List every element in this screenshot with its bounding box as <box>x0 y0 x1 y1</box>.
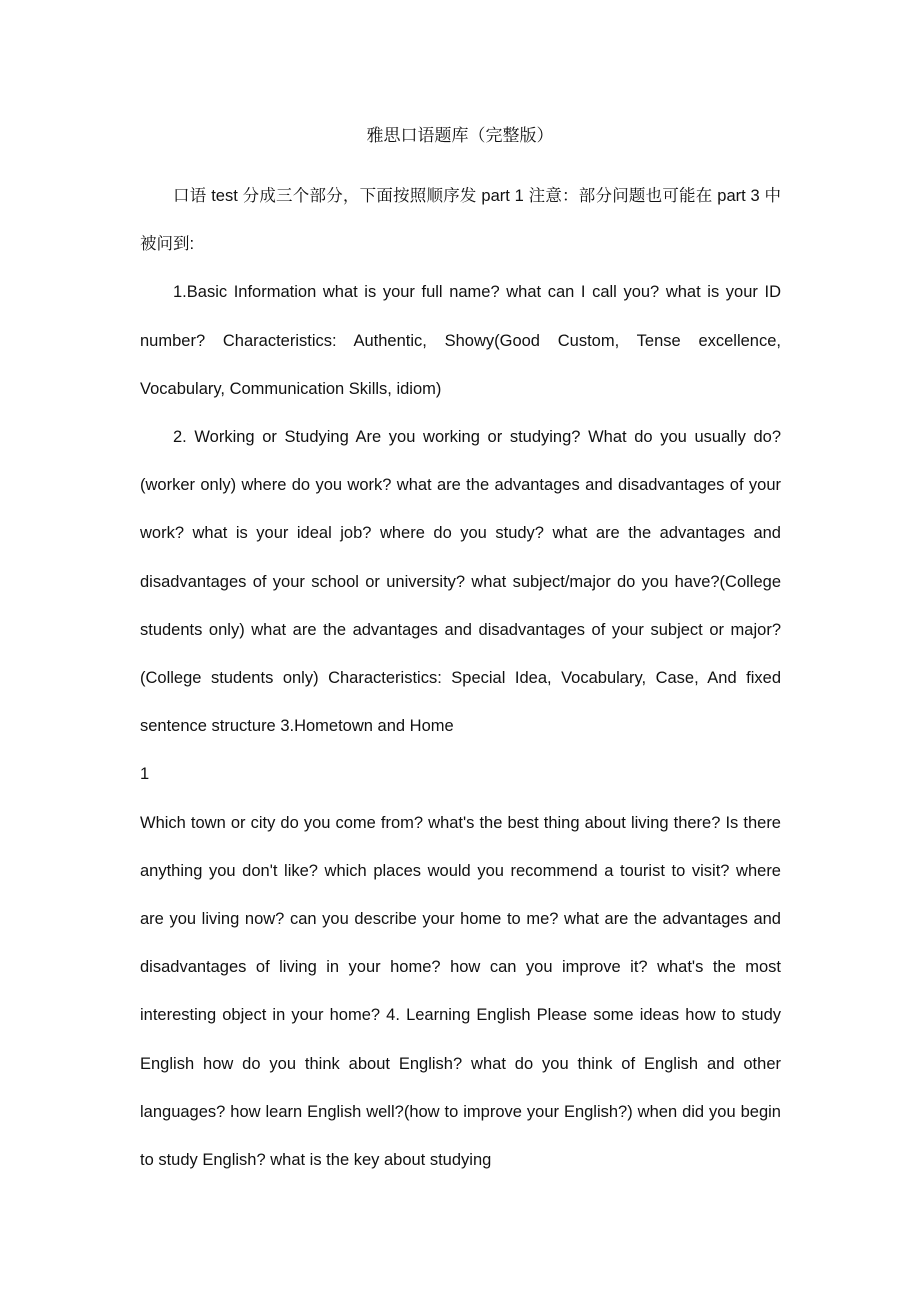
document-title: 雅思口语题库（完整版） <box>366 126 554 145</box>
basic-information-paragraph: 1.Basic Information what is your full name? what can I call you? what is your ID number? Characteristics: Authentic, Showy(Good Custom, Tense excellence, Vocabulary, Communication Skills, idiom) <box>140 283 781 398</box>
intro-paragraph: 口语 test 分成三个部分，下面按照顺序发 part 1 注意：部分问题也可能在 part 3 中被问到: <box>140 187 781 254</box>
page-number: 1 <box>140 765 150 784</box>
document-body <box>140 172 781 1184</box>
working-studying-paragraph: 2. Working or Studying Are you working or studying? What do you usually do?(worker only) where do you work? what are the advantages and disadvantages of your work? what is your ideal job? where do you study? what are the advantages and disadvantages of your school or university? what subject/major do you have?(College students only) what are the advantages and disadvantages of your subject or major?(College students only) Characteristics: Special Idea, Vocabulary, Case, And fixed sentence structure 3.Hometown and Home <box>140 428 781 736</box>
hometown-learning-paragraph: Which town or city do you come from? what's the best thing about living there? Is there anything you don't like? which places would you recommend a tourist to visit? where are you living now? can you describe your home to me? what are the advantages and disadvantages of living in your home? how can you improve it? what's the most interesting object in your home? 4. Learning English Please some ideas how to study English how do you think about English? what do you think of English and other languages? how learn English well?(how to improve your English?) when did you begin to study English? what is the key about studying <box>140 813 781 1170</box>
